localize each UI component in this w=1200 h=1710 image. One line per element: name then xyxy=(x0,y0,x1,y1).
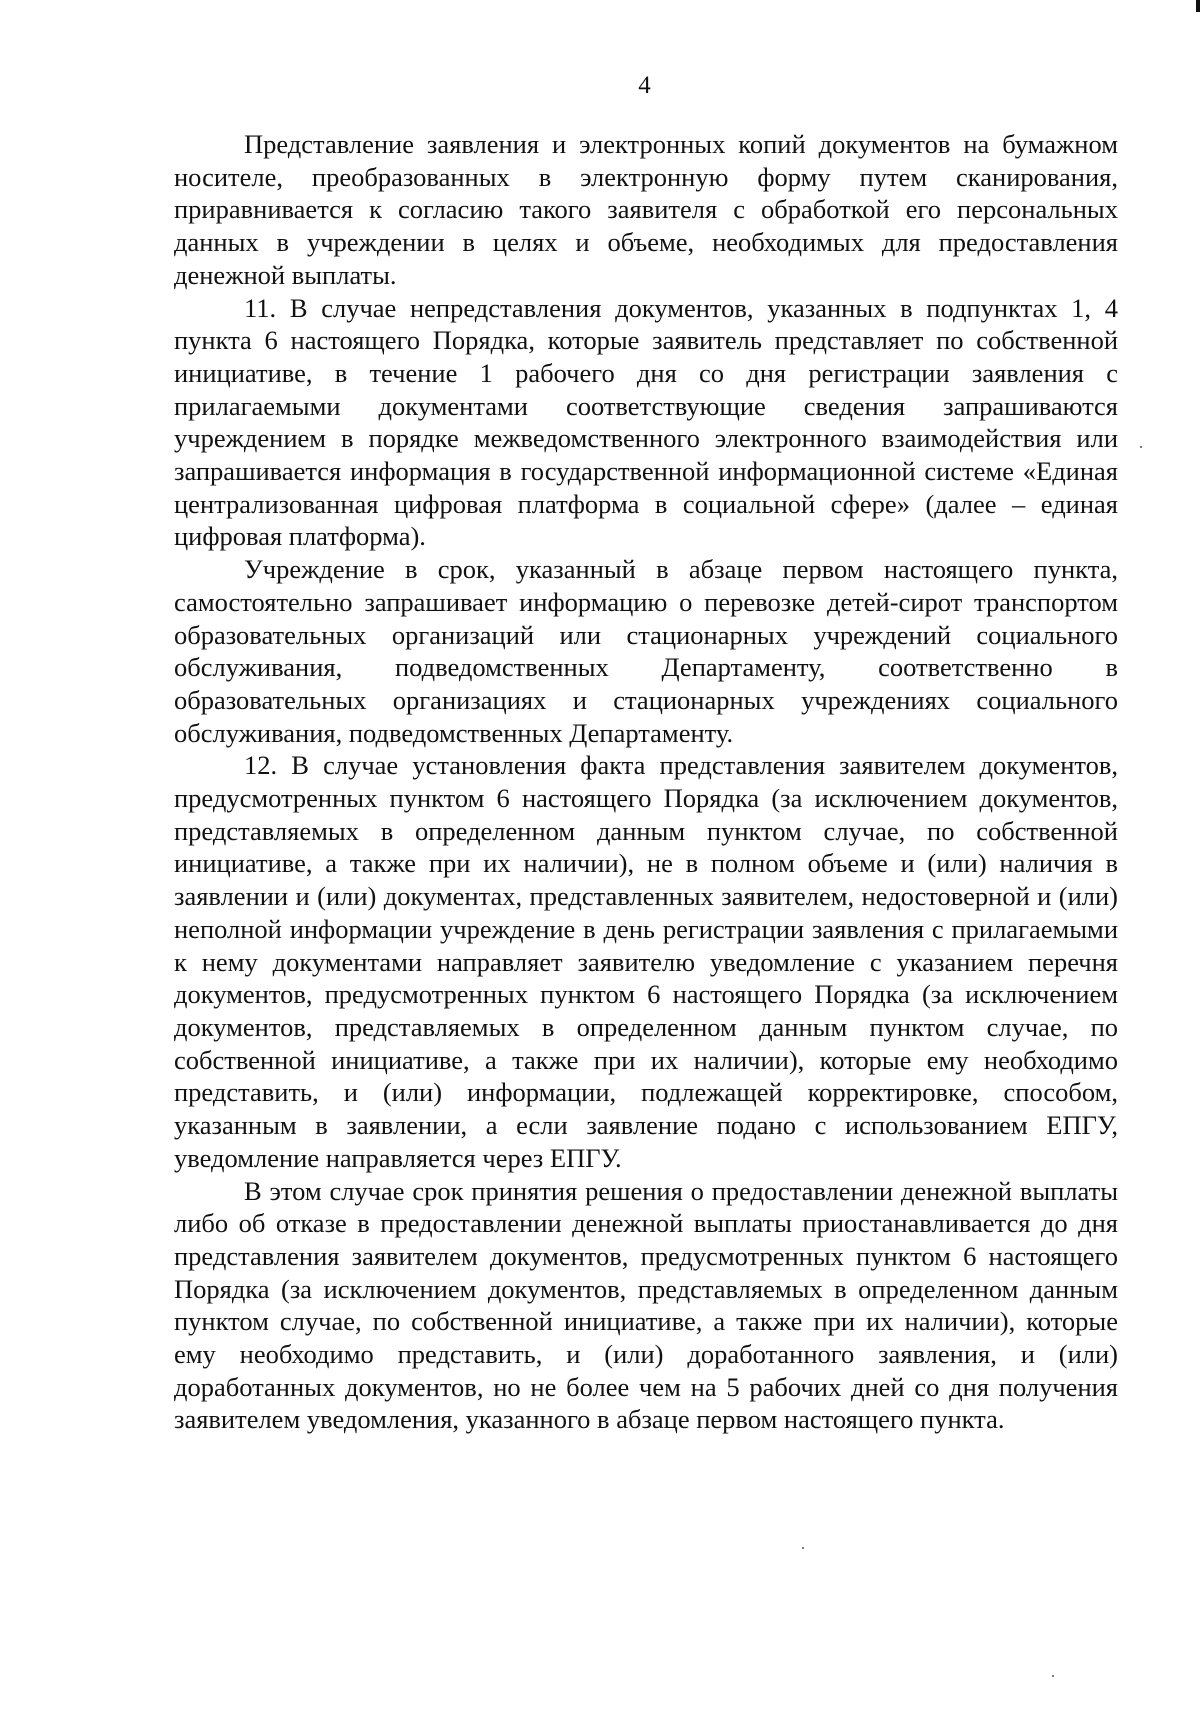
paragraph-clause-12-suspension: В этом случае срок принятия решения о предоставлении денежной выплаты либо об отказе в предоставлении денежной выплаты приостанавливается до дня представления заявителем документов, предусмотренных пунктом 6 настоящего Порядка (за исключением документов, представляемых в определенном данным пунктом случае, по собственной инициативе, а также при их наличии), которые ему необходимо представить, и (или) доработанного заявления, и (или) доработанных документов, но не более чем на 5 рабочих дней со дня получения заявителем уведомления, указанного в абзаце первом настоящего пункта. xyxy=(174,1175,1118,1435)
page-number: 4 xyxy=(638,72,651,99)
scan-speck xyxy=(1052,1675,1054,1677)
scan-edge-mark xyxy=(1196,0,1200,12)
paragraph-clause-11-request: Учреждение в срок, указанный в абзаце первом настоящего пункта, самостоятельно запрашивает информацию о перевозке детей-сирот транспортом образовательных организаций или стационарных учреждений социального обслуживания, подведомственных Департаменту, соответственно в образовательных организациях и стационарных учреждениях социального обслуживания, подведомственных Департаменту. xyxy=(174,554,1118,748)
paragraph-clause-11: 11. В случае непредставления документов, указанных в подпунктах 1, 4 пункта 6 настоящего Порядка, которые заявитель представляет по собственной инициативе, в течение 1 рабочего дня со дня регистрации заявления с прилагаемыми документами соответствующие сведения запрашиваются учреждением в порядке межведомственного электронного взаимодействия или запрашивается информация в государственной информационной системе «Единая централизованная цифровая платформа в социальной сфере» (далее – единая цифровая платформа). xyxy=(174,292,1118,552)
paragraph-consent: Представление заявления и электронных копий документов на бумажном носителе, преобразованных в электронную форму путем сканирования, приравнивается к согласию такого заявителя с обработкой его персональных данных в учреждении в целях и объеме, необходимых для предоставления денежной выплаты. xyxy=(174,129,1118,290)
document-body xyxy=(174,128,1118,1436)
scan-speck xyxy=(802,1547,804,1549)
scan-speck xyxy=(1140,446,1142,448)
paragraph-clause-12: 12. В случае установления факта представления заявителем документов, предусмотренных пунктом 6 настоящего Порядка (за исключением документов, представляемых в определенном данным пунктом случае, по собственной инициативе, а также при их наличии), не в полном объеме и (или) наличия в заявлении и (или) документах, представленных заявителем, недостоверной и (или) неполной информации учреждение в день регистрации заявления с прилагаемыми к нему документами направляет заявителю уведомление с указанием перечня документов, предусмотренных пунктом 6 настоящего Порядка (за исключением документов, представляемых в определенном данным пунктом случае, по собственной инициативе, а также при их наличии), которые ему необходимо представить, и (или) информации, подлежащей корректировке, способом, указанным в заявлении, а если заявление подано с использованием ЕПГУ, уведомление направляется через ЕПГУ. xyxy=(174,750,1118,1173)
